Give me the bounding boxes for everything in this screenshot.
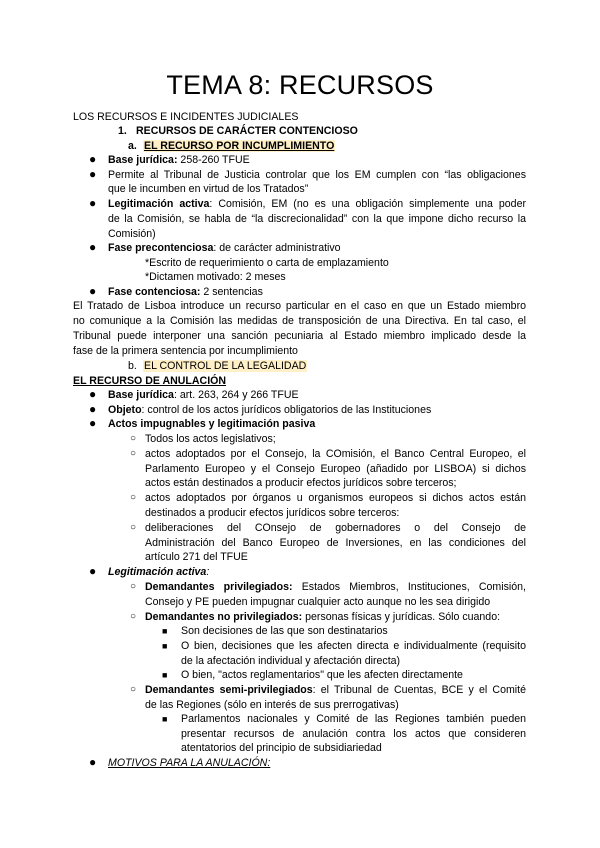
intro-heading: LOS RECURSOS E INCIDENTES JUDICIALES bbox=[73, 111, 299, 123]
fase-contenciosa: Fase contenciosa: 2 sentencias bbox=[108, 286, 263, 298]
acto-item-line: artículo 271 del TFUE bbox=[145, 551, 248, 563]
bullet-marker: ● bbox=[89, 755, 97, 769]
circle-marker: ○ bbox=[130, 611, 137, 622]
incumplimiento-permite-line: que le incumben en virtud de los Tratados” bbox=[108, 183, 309, 195]
subsection-b-heading: EL CONTROL DE LA LEGALIDAD bbox=[144, 360, 307, 372]
no-privilegiados-item-line: Son decisiones de las que son destinatarios bbox=[181, 625, 388, 637]
bullet-marker: ● bbox=[89, 387, 97, 401]
circle-marker: ○ bbox=[130, 684, 137, 695]
section-1-heading: RECURSOS DE CARÁCTER CONTENCIOSO bbox=[136, 125, 358, 137]
bullet-marker: ● bbox=[89, 284, 97, 298]
anulacion-objeto: Objeto: control de los actos jurídicos obligatorios de las Instituciones bbox=[108, 404, 432, 416]
actos-impugnables-heading: Actos impugnables y legitimación pasiva bbox=[108, 418, 316, 430]
acto-item-line: deliberaciones del COnsejo de gobernadores o del Consejo de bbox=[145, 522, 526, 534]
bullet-marker: ● bbox=[89, 564, 97, 578]
semi-privilegiados-item-line: atentatorios del principio de subsidiariedad bbox=[181, 742, 382, 754]
section-1-number: 1. bbox=[118, 125, 127, 137]
square-marker: ■ bbox=[162, 641, 168, 651]
bullet-marker: ● bbox=[89, 416, 97, 430]
incumplimiento-base: Base jurídica: 258-260 TFUE bbox=[108, 154, 250, 166]
circle-marker: ○ bbox=[130, 448, 137, 459]
fase-precontenciosa-item: *Dictamen motivado: 2 meses bbox=[145, 271, 286, 283]
page-title: TEMA 8: RECURSOS bbox=[166, 70, 434, 100]
motivos-heading: MOTIVOS PARA LA ANULACIÓN: bbox=[108, 757, 271, 769]
anulacion-base: Base jurídica: art. 263, 264 y 266 TFUE bbox=[108, 389, 299, 401]
lisboa-paragraph-line: El Tratado de Lisboa introduce un recurso particular en el caso en que un Estado miembro bbox=[73, 300, 526, 312]
semi-privilegiados-item-line: presentar recursos de anulación contra los actos que consideren bbox=[181, 728, 526, 740]
subsection-a-letter: a. bbox=[128, 140, 137, 152]
incumplimiento-permite-line: Permite al Tribunal de Justicia controlar que los EM cumplen con “las obligaciones bbox=[108, 169, 526, 181]
bullet-marker: ● bbox=[89, 167, 97, 181]
square-marker: ■ bbox=[162, 714, 168, 724]
bullet-marker: ● bbox=[89, 240, 97, 254]
acto-item-line: actos adoptados por el Consejo, la COmisión, el Banco Central Europeo, el bbox=[145, 448, 526, 460]
bullet-marker: ● bbox=[89, 152, 97, 166]
square-marker: ■ bbox=[162, 670, 168, 680]
bullet-marker: ● bbox=[89, 196, 97, 210]
privilegiados-line: Consejo y PE pueden impugnar cualquier acto aunque no les sea dirigido bbox=[145, 596, 491, 608]
no-privilegiados-line: Demandantes no privilegiados: personas físicas y jurídicas. Sólo cuando: bbox=[145, 611, 501, 623]
acto-item-line: Parlamento Europeo y el Consejo Europeo (añadido por LISBOA) si dichos bbox=[145, 463, 526, 475]
fase-precontenciosa-item: *Escrito de requerimiento o carta de emplazamiento bbox=[145, 257, 389, 269]
acto-item-line: actos están destinados a producir efectos jurídicos sobre terceros; bbox=[145, 477, 457, 489]
incumplimiento-legitimacion-line: Legitimación activa: Comisión, EM (no es una obligación simplemente una poder bbox=[108, 198, 526, 210]
anulacion-heading: EL RECURSO DE ANULACIÓN bbox=[73, 375, 227, 387]
circle-marker: ○ bbox=[130, 433, 137, 444]
lisboa-paragraph-line: no comunique a la Comisión las medidas de transposición de una Directiva. En tal caso, el bbox=[73, 315, 526, 327]
no-privilegiados-item-line: de la afectación individual y afectación directa) bbox=[181, 655, 401, 667]
subsection-b-letter: b. bbox=[128, 360, 137, 372]
acto-item-line: destinados a producir efectos jurídicos sobre terceros: bbox=[145, 507, 400, 519]
anulacion-legitimacion-heading: Legitimación activa: bbox=[108, 566, 210, 578]
acto-item-line: Todos los actos legislativos; bbox=[145, 433, 276, 445]
semi-privilegiados-line: Demandantes semi-privilegiados: el Tribunal de Cuentas, BCE y el Comité bbox=[145, 684, 526, 696]
no-privilegiados-item-line: O bien, "actos reglamentarios" que les afecten directamente bbox=[181, 669, 463, 681]
fase-precontenciosa: Fase precontenciosa: de carácter administrativo bbox=[108, 242, 341, 254]
bullet-marker: ● bbox=[89, 402, 97, 416]
semi-privilegiados-item-line: Parlamentos nacionales y Comité de las Regiones también pueden bbox=[181, 713, 526, 725]
no-privilegiados-item-line: O bien, decisiones que les afecten directa e individualmente (requisito bbox=[181, 640, 526, 652]
semi-privilegiados-line: de las Regiones (sólo en interés de sus prerrogativas) bbox=[145, 699, 399, 711]
square-marker: ■ bbox=[162, 626, 168, 636]
lisboa-paragraph-line: fase de la primera sentencia por incumplimiento bbox=[73, 345, 298, 357]
incumplimiento-legitimacion-line: Comisión) bbox=[108, 228, 156, 240]
circle-marker: ○ bbox=[130, 492, 137, 503]
subsection-a-heading: EL RECURSO POR INCUMPLIMIENTO bbox=[144, 140, 335, 152]
circle-marker: ○ bbox=[130, 581, 137, 592]
acto-item-line: Administración del Banco Europeo de Inversiones, en las condiciones del bbox=[145, 537, 526, 549]
acto-item-line: actos adoptados por órganos u organismos europeos si dichos actos están bbox=[145, 492, 526, 504]
circle-marker: ○ bbox=[130, 522, 137, 533]
incumplimiento-legitimacion-line: de la Comisión, se habla de “la discrecionalidad” con la que impone dicho recurso la bbox=[108, 213, 526, 225]
lisboa-paragraph-line: Tribunal puede interponer una sanción pecuniaria al Estado miembro implicado desde la bbox=[73, 330, 526, 342]
privilegiados-line: Demandantes privilegiados: Estados Miembros, Instituciones, Comisión, bbox=[145, 581, 526, 593]
